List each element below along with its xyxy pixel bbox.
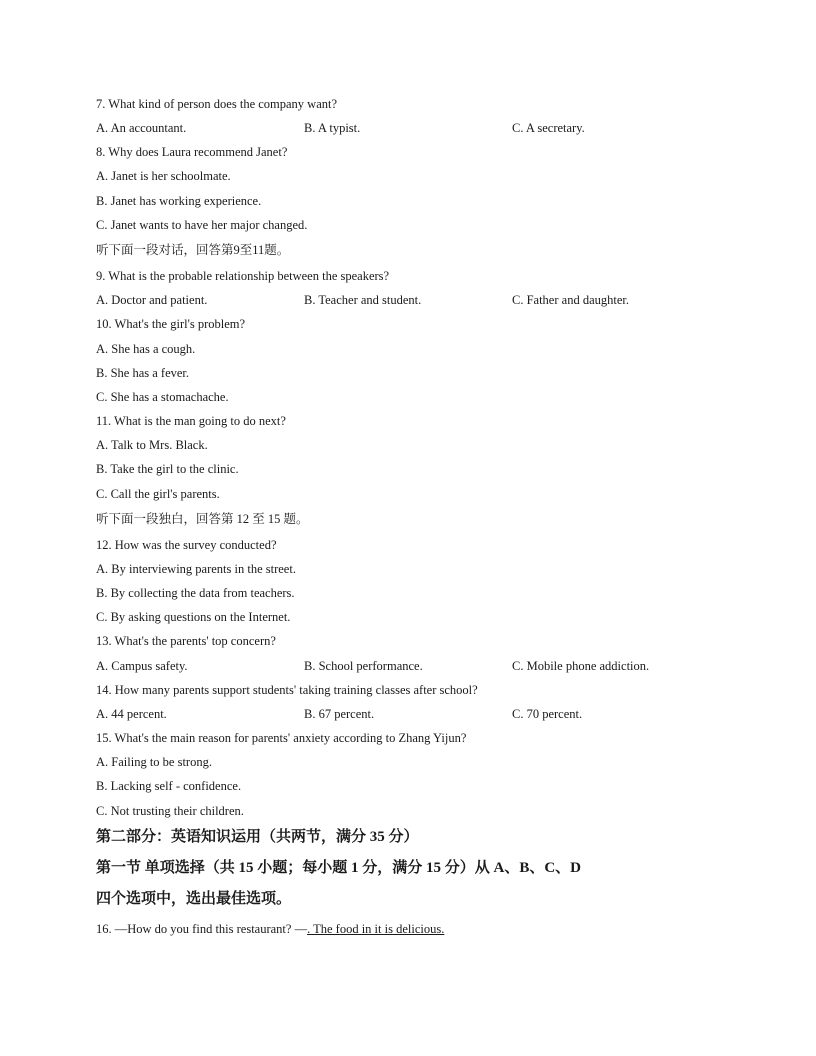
question-13: 13. What's the parents' top concern? xyxy=(96,634,276,648)
question-8: 8. Why does Laura recommend Janet? xyxy=(96,145,288,159)
option-b: B. By collecting the data from teachers. xyxy=(96,586,295,600)
option-b: B. Janet has working experience. xyxy=(96,194,262,208)
option-c: C. 70 percent. xyxy=(512,707,583,721)
option-a: A. Failing to be strong. xyxy=(96,755,212,769)
question-11: 11. What is the man going to do next? xyxy=(96,414,286,428)
option-c: C. Call the girl's parents. xyxy=(96,487,220,501)
section-heading: 第一节 单项选择（共 15 小题；每小题 1 分，满分 15 分）从 A、B、C、D xyxy=(96,860,582,876)
question-10: 10. What's the girl's problem? xyxy=(96,317,246,331)
option-a: A. She has a cough. xyxy=(96,342,196,356)
option-b: B. Teacher and student. xyxy=(304,293,422,307)
option-c: C. She has a stomachache. xyxy=(96,390,229,404)
question-9-options xyxy=(96,292,736,308)
option-c: C. Father and daughter. xyxy=(512,293,629,307)
option-c: C. A secretary. xyxy=(512,121,585,135)
question-14-options xyxy=(96,706,736,722)
question-9: 9. What is the probable relationship between the speakers? xyxy=(96,269,390,283)
option-b: B. A typist. xyxy=(304,121,361,135)
option-b: B. Take the girl to the clinic. xyxy=(96,462,239,476)
option-a: A. By interviewing parents in the street. xyxy=(96,562,296,576)
option-a: A. 44 percent. xyxy=(96,707,167,721)
question-14: 14. How many parents support students' taking training classes after school? xyxy=(96,683,478,697)
question-16-answer: . The food in it is delicious. xyxy=(307,922,445,936)
option-a: A. Campus safety. xyxy=(96,659,188,673)
question-13-options xyxy=(96,658,736,674)
section-heading-continued: 四个选项中，选出最佳选项。 xyxy=(96,891,292,907)
option-a: A. Talk to Mrs. Black. xyxy=(96,438,208,452)
option-a: A. Doctor and patient. xyxy=(96,293,208,307)
question-16 xyxy=(96,921,444,937)
question-7-options xyxy=(96,120,736,136)
option-a: A. An accountant. xyxy=(96,121,187,135)
listening-instruction: 听下面一段独白，回答第 12 至 15 题。 xyxy=(96,512,309,526)
option-b: B. 67 percent. xyxy=(304,707,375,721)
question-15: 15. What's the main reason for parents' anxiety according to Zhang Yijun? xyxy=(96,731,467,745)
question-7: 7. What kind of person does the company want? xyxy=(96,97,338,111)
question-16-prompt: 16. —How do you find this restaurant? — xyxy=(96,922,308,936)
option-c: C. By asking questions on the Internet. xyxy=(96,610,291,624)
question-12: 12. How was the survey conducted? xyxy=(96,538,277,552)
option-b: B. She has a fever. xyxy=(96,366,190,380)
option-b: B. School performance. xyxy=(304,659,423,673)
option-c: C. Janet wants to have her major changed. xyxy=(96,218,308,232)
option-c: C. Not trusting their children. xyxy=(96,804,244,818)
option-b: B. Lacking self - confidence. xyxy=(96,779,242,793)
part-heading: 第二部分：英语知识运用（共两节，满分 35 分） xyxy=(96,829,419,845)
listening-instruction: 听下面一段对话，回答第9至11题。 xyxy=(96,243,290,257)
option-a: A. Janet is her schoolmate. xyxy=(96,169,231,183)
option-c: C. Mobile phone addiction. xyxy=(512,659,650,673)
